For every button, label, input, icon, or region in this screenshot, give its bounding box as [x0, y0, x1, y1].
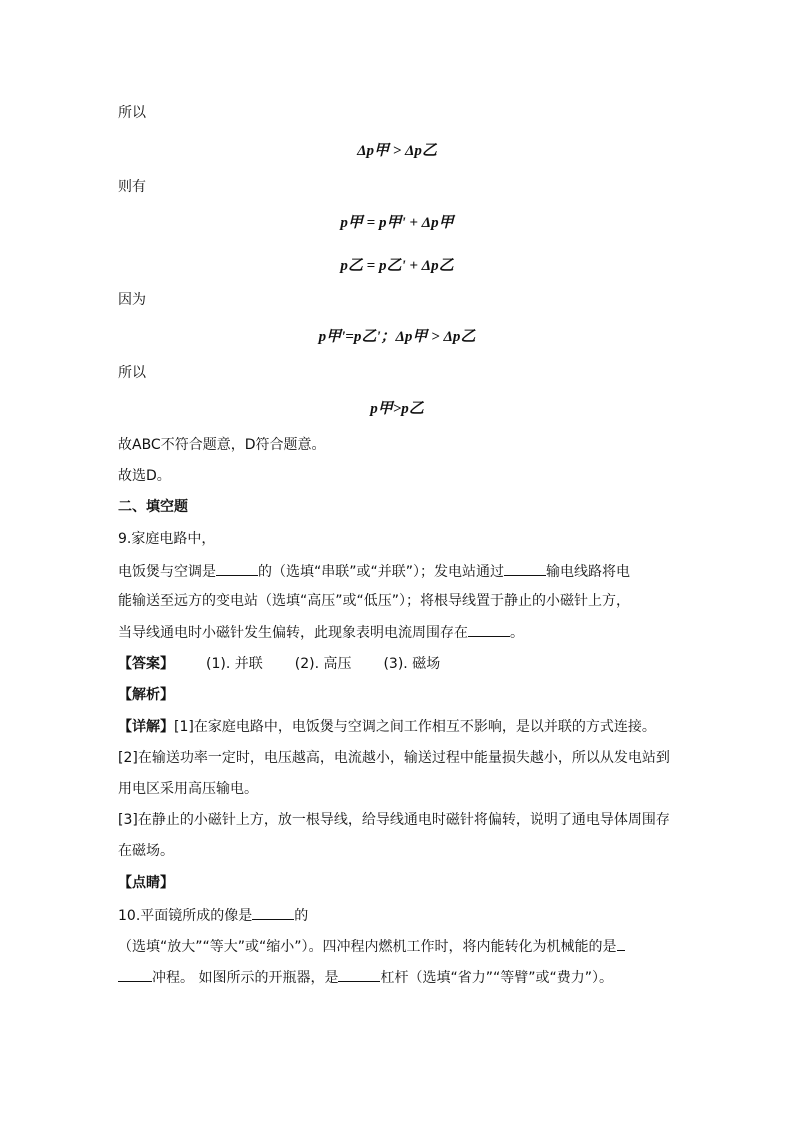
answer-blank: [338, 967, 380, 982]
formula-p-yi: p乙 = p乙' + Δp乙: [340, 258, 454, 274]
q10-text-c: （选填“放大”“等大”或“缩小”）。四冲程内燃机工作时，将内能转化为机械能的是: [118, 939, 617, 955]
answer-item-2: (2). 高压: [294, 656, 352, 672]
answer-blank: [252, 905, 294, 920]
dianjing-label: 【点睛】: [118, 875, 174, 891]
line-conclusion: 故ABC不符合题意，D符合题意。: [118, 437, 326, 453]
line-zeyou: 则有: [118, 179, 146, 195]
question-9-line-2: 能输送至远方的变电站（选填“高压”或“低压”）；将根导线置于静止的小磁针上方，: [118, 593, 631, 609]
line-suoyi-1: 所以: [118, 105, 146, 121]
question-9-line-3: [118, 622, 524, 643]
detail-label: 【详解】: [118, 719, 174, 735]
formula-result: p甲>p乙: [370, 401, 424, 417]
q9-text-e: 。: [510, 625, 524, 641]
answer-blank: [617, 936, 625, 951]
q9-text-d: 当导线通电时小磁针发生偏转，此现象表明电流周围存在: [118, 625, 468, 641]
detail-line-1: [118, 717, 656, 737]
question-9-title: 9.家庭电路中，: [118, 531, 216, 547]
q10-text-d: 冲程。 如图所示的开瓶器，是: [152, 970, 339, 986]
section-heading: 二、填空题: [118, 499, 188, 515]
detail-line-3: 用电区采用高压输电。: [118, 781, 258, 797]
answer-blank: [216, 561, 258, 576]
line-choice: 故选D。: [118, 468, 171, 484]
answer-blank: [504, 561, 546, 576]
detail-line-4: [3]在静止的小磁针上方，放一根导线，给导线通电时磁针将偏转，说明了通电导体周围存: [118, 812, 670, 828]
answer-blank: [468, 622, 510, 637]
detail-line-5: 在磁场。: [118, 843, 174, 859]
formula-condition: p甲'=p乙'；Δp甲 > Δp乙: [318, 329, 476, 345]
answer-line: [118, 654, 440, 674]
question-10-line-2: [118, 936, 625, 957]
line-yinwei: 因为: [118, 292, 146, 308]
q9-text-a: 电饭煲与空调是: [118, 564, 216, 580]
question-10-line-3: [118, 967, 613, 988]
analysis-label: 【解析】: [118, 687, 174, 703]
formula-p-jia: p甲 = p甲' + Δp甲: [340, 215, 454, 231]
detail-line-2: [2]在输送功率一定时，电压越高，电流越小，输送过程中能量损失越小，所以从发电站到: [118, 750, 670, 766]
detail-text-1: [1]在家庭电路中，电饭煲与空调之间工作相互不影响，是以并联的方式连接。: [174, 719, 656, 735]
formula-delta-compare: Δp甲 > Δp乙: [357, 143, 437, 159]
answer-blank: [118, 967, 152, 982]
answer-label: 【答案】: [118, 656, 174, 672]
answer-item-1: (1). 并联: [206, 656, 263, 672]
q10-text-b: 的: [294, 908, 309, 924]
q9-text-c: 输电线路将电: [546, 564, 631, 580]
q9-text-b: 的（选填“串联”或“并联”）；发电站通过: [258, 564, 505, 580]
question-10-line-1: [118, 905, 308, 926]
question-9-line-1: [118, 561, 630, 582]
answer-item-3: (3). 磁场: [383, 656, 441, 672]
q10-text-a: 10.平面镜所成的像是: [118, 908, 253, 924]
line-suoyi-2: 所以: [118, 365, 146, 381]
q10-text-e: 杠杆（选填“省力”“等臂”或“费力”）。: [380, 970, 613, 986]
